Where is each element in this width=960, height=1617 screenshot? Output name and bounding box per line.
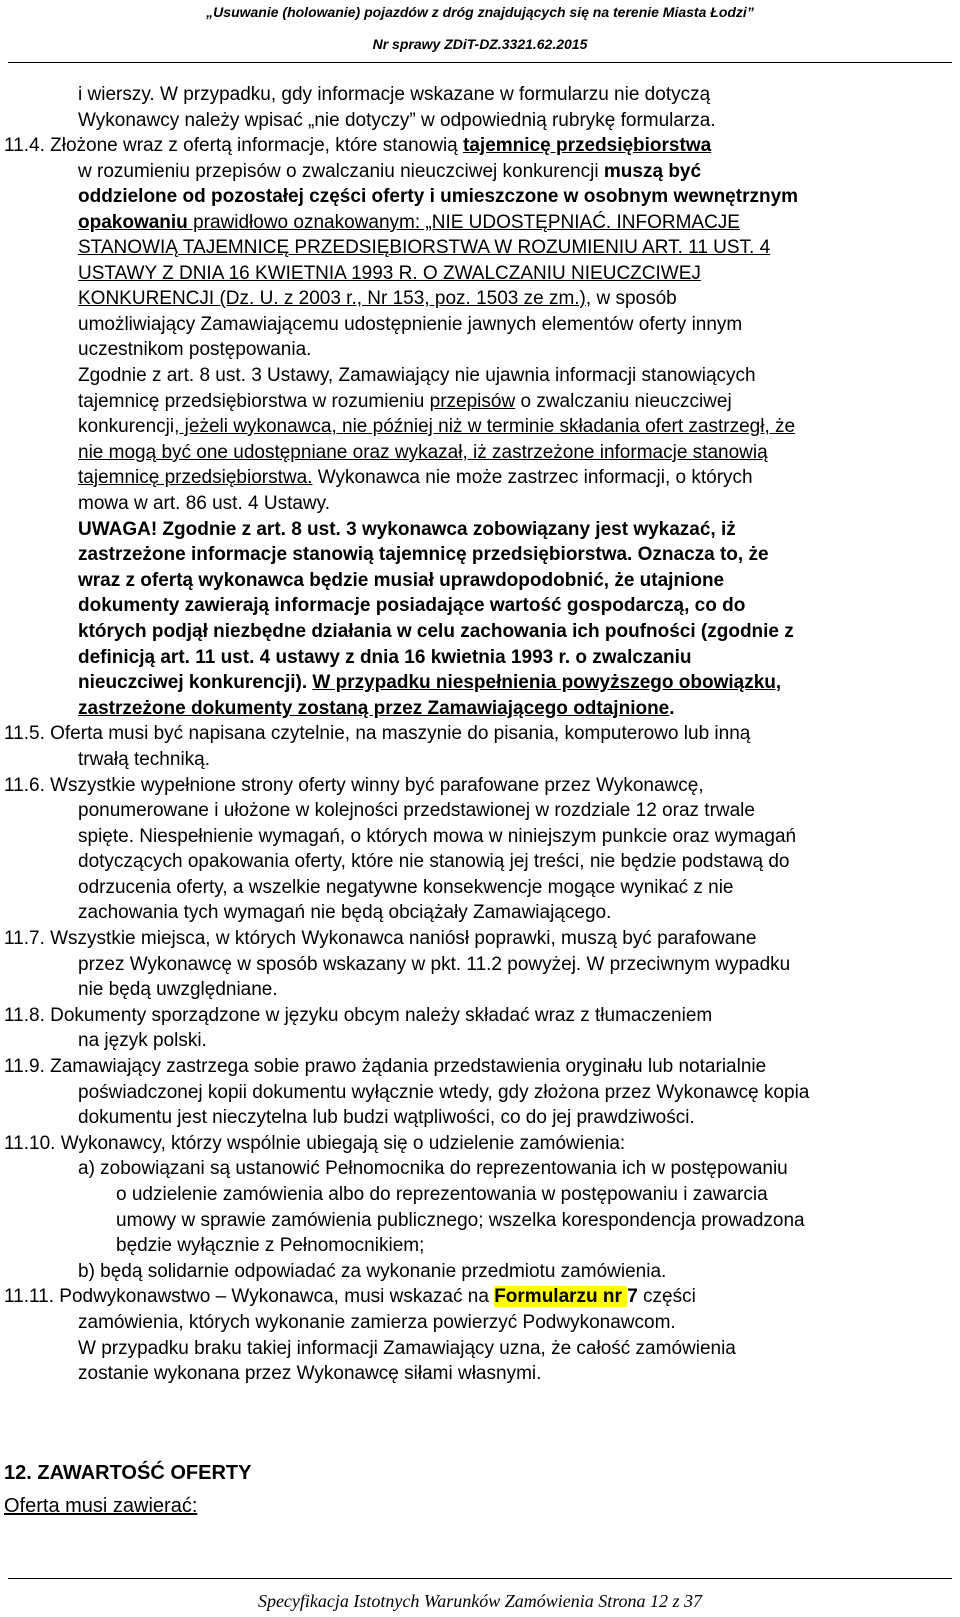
text-line: definicją art. 11 ust. 4 ustawy z dnia 16 kwietnia 1993 r. o zwalczaniu bbox=[78, 647, 692, 668]
text-line: dotyczących opakowania oferty, które nie stanowią jej treści, nie będzie podstawą do bbox=[78, 851, 790, 872]
text-line: konkurencji, jeżeli wykonawca, nie później niż w terminie składania ofert zastrzegł, że bbox=[78, 416, 796, 437]
text-line: zastrzeżone dokumenty zostaną przez Zamawiającego odtajnione. bbox=[78, 698, 675, 719]
text-line: 11.4. Złożone wraz z ofertą informacje, które stanowią tajemnicę przedsiębiorstwa bbox=[4, 135, 712, 156]
text-line: 11.9. Zamawiający zastrzega sobie prawo żądania przedstawienia oryginału lub notarialnie bbox=[4, 1056, 767, 1077]
text-line: mowa w art. 86 ust. 4 Ustawy. bbox=[78, 493, 331, 514]
text-line: a) zobowiązani są ustanowić Pełnomocnika do reprezentowania ich w postępowaniu bbox=[78, 1158, 788, 1179]
text-line: KONKURENCJI (Dz. U. z 2003 r., Nr 153, poz. 1503 ze zm.), w sposób bbox=[78, 288, 677, 309]
text-line: STANOWIĄ TAJEMNICĘ PRZEDSIĘBIORSTWA W ROZUMIENIU ART. 11 UST. 4 bbox=[78, 237, 771, 258]
text-line: b) będą solidarnie odpowiadać za wykonanie przedmiotu zamówienia. bbox=[78, 1261, 667, 1282]
text-line: spięte. Niespełnienie wymagań, o których mowa w niniejszym punkcie oraz wymagań bbox=[78, 826, 797, 847]
text-line: o udzielenie zamówienia albo do reprezentowania w postępowaniu i zawarcia bbox=[116, 1184, 768, 1205]
text-line: zachowania tych wymagań nie będą obciążały Zamawiającego. bbox=[78, 902, 612, 923]
text-line: odrzucenia oferty, a wszelkie negatywne konsekwencje mogące wynikać z nie bbox=[78, 877, 734, 898]
header-divider bbox=[8, 62, 952, 63]
text-line: opakowaniu prawidłowo oznakowanym: „NIE UDOSTĘPNIAĆ. INFORMACJE bbox=[78, 212, 740, 233]
text-line: umowy w sprawie zamówienia publicznego; wszelka korespondencja prowadzona bbox=[116, 1210, 805, 1231]
footer-divider bbox=[8, 1578, 952, 1579]
text-line: których podjął niezbędne działania w celu zachowania ich poufności (zgodnie z bbox=[78, 621, 794, 642]
text-line: nie mogą być one udostępniane oraz wykazał, iż zastrzeżone informacje stanowią bbox=[78, 442, 768, 463]
text-line: dokumentu jest nieczytelna lub budzi wątpliwości, co do jej prawdziwości. bbox=[78, 1107, 695, 1128]
section-title: 12. ZAWARTOŚĆ OFERTY bbox=[4, 1462, 252, 1484]
footer-text: Specyfikacja Istotnych Warunków Zamówienia Strona 12 z 37 bbox=[257, 1591, 703, 1611]
text-line: USTAWY Z DNIA 16 KWIETNIA 1993 R. O ZWALCZANIU NIEUCZCIWEJ bbox=[78, 263, 701, 284]
text-line: 11.6. Wszystkie wypełnione strony oferty winny być parafowane przez Wykonawcę, bbox=[4, 775, 704, 796]
text-line: 11.11. Podwykonawstwo – Wykonawca, musi wskazać na Formularzu nr 7 części bbox=[4, 1286, 696, 1307]
text-line: poświadczonej kopii dokumentu wyłącznie wtedy, gdy złożona przez Wykonawcę kopia bbox=[78, 1082, 810, 1103]
text-line: Zgodnie z art. 8 ust. 3 Ustawy, Zamawiający nie ujawnia informacji stanowiących bbox=[78, 365, 756, 386]
text-line: zamówienia, których wykonanie zamierza powierzyć Podwykonawcom. bbox=[78, 1312, 676, 1333]
text-line: i wierszy. W przypadku, gdy informacje wskazane w formularzu nie dotyczą bbox=[78, 84, 711, 105]
section-intro: Oferta musi zawierać: bbox=[4, 1495, 198, 1517]
text-line: W przypadku braku takiej informacji Zamawiający uzna, że całość zamówienia bbox=[78, 1338, 736, 1359]
text-line: wraz z ofertą wykonawca będzie musiał uprawdopodobnić, że utajnione bbox=[78, 570, 725, 591]
header-title: „Usuwanie (holowanie) pojazdów z dróg znajdujących się na terenie Miasta Łodzi” bbox=[206, 4, 754, 20]
text-line: dokumenty zawierają informacje posiadające wartość gospodarczą, co do bbox=[78, 595, 746, 616]
text-line: będzie wyłącznie z Pełnomocnikiem; bbox=[116, 1235, 425, 1256]
text-line: nieuczciwej konkurencji). W przypadku niespełnienia powyższego obowiązku, bbox=[78, 672, 782, 693]
text-line: zastrzeżone informacje stanowią tajemnicę przedsiębiorstwa. Oznacza to, że bbox=[78, 544, 769, 565]
text-line: 11.5. Oferta musi być napisana czytelnie, na maszynie do pisania, komputerowo lub inną bbox=[4, 723, 751, 744]
text-line: trwałą techniką. bbox=[78, 749, 211, 770]
text-line: oddzielone od pozostałej części oferty i umieszczone w osobnym wewnętrznym bbox=[78, 186, 799, 207]
text-line: tajemnicę przedsiębiorstwa w rozumieniu przepisów o zwalczaniu nieuczciwej bbox=[78, 391, 732, 412]
text-line: uczestnikom postępowania. bbox=[78, 339, 312, 360]
text-line: UWAGA! Zgodnie z art. 8 ust. 3 wykonawca zobowiązany jest wykazać, iż bbox=[78, 519, 736, 540]
text-line: na język polski. bbox=[78, 1030, 207, 1051]
text-line: nie będą uwzględniane. bbox=[78, 979, 278, 1000]
text-line: umożliwiający Zamawiającemu udostępnienie jawnych elementów oferty innym bbox=[78, 314, 743, 335]
text-line: ponumerowane i ułożone w kolejności przedstawionej w rozdziale 12 oraz trwale bbox=[78, 800, 755, 821]
text-line: tajemnicę przedsiębiorstwa. Wykonawca nie może zastrzec informacji, o których bbox=[78, 467, 753, 488]
text-line: zostanie wykonana przez Wykonawcę siłami własnymi. bbox=[78, 1363, 542, 1384]
text-line: 11.8. Dokumenty sporządzone w języku obcym należy składać wraz z tłumaczeniem bbox=[4, 1005, 713, 1026]
text-line: Wykonawcy należy wpisać „nie dotyczy” w odpowiednią rubrykę formularza. bbox=[78, 110, 716, 131]
header-case-number: Nr sprawy ZDiT-DZ.3321.62.2015 bbox=[372, 36, 588, 52]
text-line: 11.10. Wykonawcy, którzy wspólnie ubiegają się o udzielenie zamówienia: bbox=[4, 1133, 626, 1154]
text-line: przez Wykonawcę w sposób wskazany w pkt. 11.2 powyżej. W przeciwnym wypadku bbox=[78, 954, 791, 975]
text-line: 11.7. Wszystkie miejsca, w których Wykonawca naniósł poprawki, muszą być parafowane bbox=[4, 928, 757, 949]
text-line: w rozumieniu przepisów o zwalczaniu nieuczciwej konkurencji muszą być bbox=[78, 161, 702, 182]
